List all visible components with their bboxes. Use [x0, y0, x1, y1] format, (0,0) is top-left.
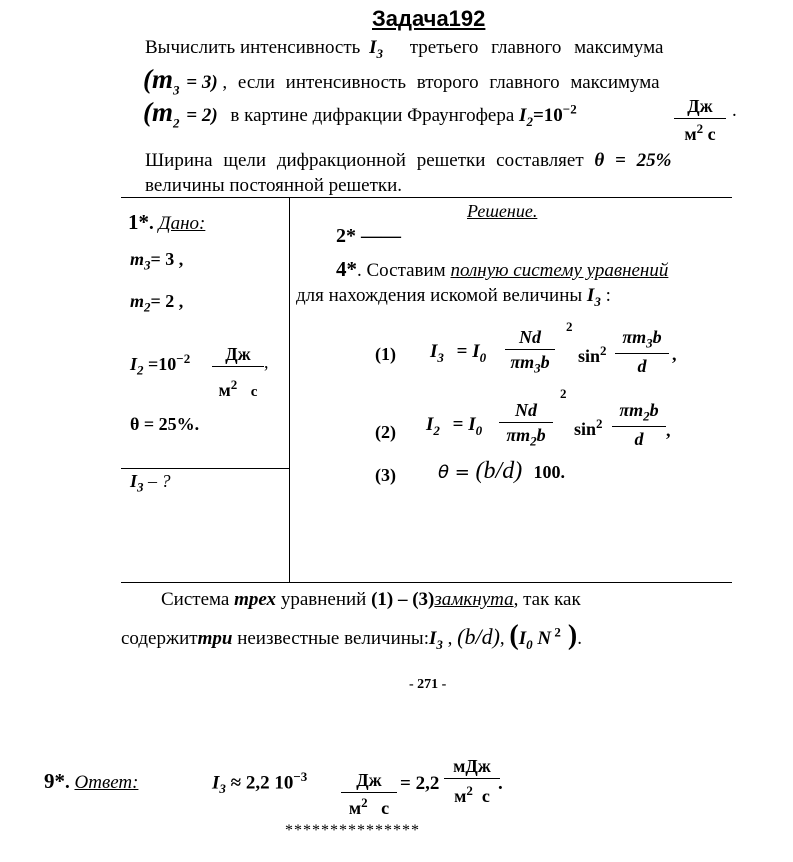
page-title: Задача192 [372, 6, 486, 31]
answer-unit-1: Дж $м^2$ с [341, 770, 397, 819]
answer-unit-2: мДж $м^2$ с [444, 756, 500, 807]
eq2-lhs: $I_2 = I_0$ [426, 414, 483, 438]
problem-line-2 [143, 64, 660, 98]
m2-expression: $(m_2 = 2)$ [143, 97, 218, 131]
eq2-fraction-2: $\pi m_2b$ d [612, 400, 666, 450]
eq2-square: 2 [560, 386, 567, 401]
step-4-line-2: для нахождения искомой величины $I_3$ : [296, 285, 611, 309]
given-theta: θ = 25%. [130, 414, 200, 434]
eq2-number: (2) [375, 422, 396, 442]
m3-expression: $(m_3 = 3)$ [143, 64, 218, 98]
problem-text: в картине дифракции Фраунгофера [230, 105, 515, 126]
i2-value: =10 [532, 105, 563, 126]
eq1-sin: $\sin^2$ [578, 343, 607, 366]
separator-stars: *************** [285, 822, 420, 839]
problem-line-3 [143, 97, 577, 131]
given-m2: $m_2= 2$ , [130, 291, 184, 315]
eq3-expression: θ = (b/d) 100. [438, 458, 565, 484]
problem-text: , если интенсивность второго главного максимума [222, 72, 660, 93]
problem-line-4: Ширина щели дифракционной решетки составляет θ = 25% [145, 150, 672, 171]
given-unit-fraction: Дж $м^2$ с [212, 344, 264, 401]
theta-value: θ = 25% [594, 150, 672, 171]
eq1-square: 2 [566, 319, 573, 334]
solution-label: Решение. [467, 201, 538, 221]
find-i3: $I_3$ – ? [130, 471, 171, 495]
problem-line-5: величины постоянной решетки. [145, 175, 403, 196]
comma: , [672, 344, 677, 364]
comma: , [264, 352, 269, 372]
problem-text: третьего главного максимума [409, 37, 664, 58]
eq1-lhs: $I_3 = I_0$ [430, 341, 487, 365]
comma: , [666, 420, 671, 440]
eq2-sin: $\sin^2$ [574, 416, 603, 439]
page-number: - 271 - [409, 677, 447, 692]
conclusion-line-1: Система трех уравнений (1) – (3)замкнута, так как [161, 589, 581, 610]
conclusion-line-2: содержиттри неизвестные $величины:I_3$ , (b/d), ($I_0$ N $^2$ ). [121, 620, 582, 652]
eq1-number: (1) [375, 344, 396, 364]
answer-equals: = 2,2 [400, 773, 440, 794]
step-4-line-1: 4*. Составим полную систему уравнений [336, 257, 669, 281]
problem-text: Вычислить интенсивность [145, 37, 361, 58]
given-i2: $I_2 =10^{-2}$ [130, 351, 191, 378]
table-bottom-border [121, 582, 732, 583]
period: . [498, 773, 503, 794]
answer-label: 9*. Ответ: [44, 769, 139, 793]
var-i2: $I_2$ [519, 105, 533, 129]
eq1-fraction-1: Nd $\pi m_3b$ [505, 327, 555, 377]
given-label: 1*. Дано: [128, 210, 206, 234]
period: . [732, 100, 737, 121]
step-2: 2* —— [336, 225, 401, 247]
table-top-border [121, 197, 732, 198]
unit-fraction: Дж $м^2$ с [674, 96, 726, 145]
eq3-number: (3) [375, 465, 396, 485]
given-find-divider [121, 468, 289, 469]
problem-line-1 [145, 37, 663, 62]
i2-exponent: −2 [562, 101, 577, 117]
table-divider [289, 197, 290, 582]
given-m3: $m_3= 3$ , [130, 249, 184, 273]
eq2-fraction-1: Nd $\pi m_2b$ [499, 400, 553, 450]
answer-value: $I_3 \approx 2,2$ $10^{-3}$ [212, 769, 308, 797]
eq1-fraction-2: $\pi m_3b$ d [615, 327, 669, 377]
var-i3: $I_3$ [369, 37, 383, 61]
